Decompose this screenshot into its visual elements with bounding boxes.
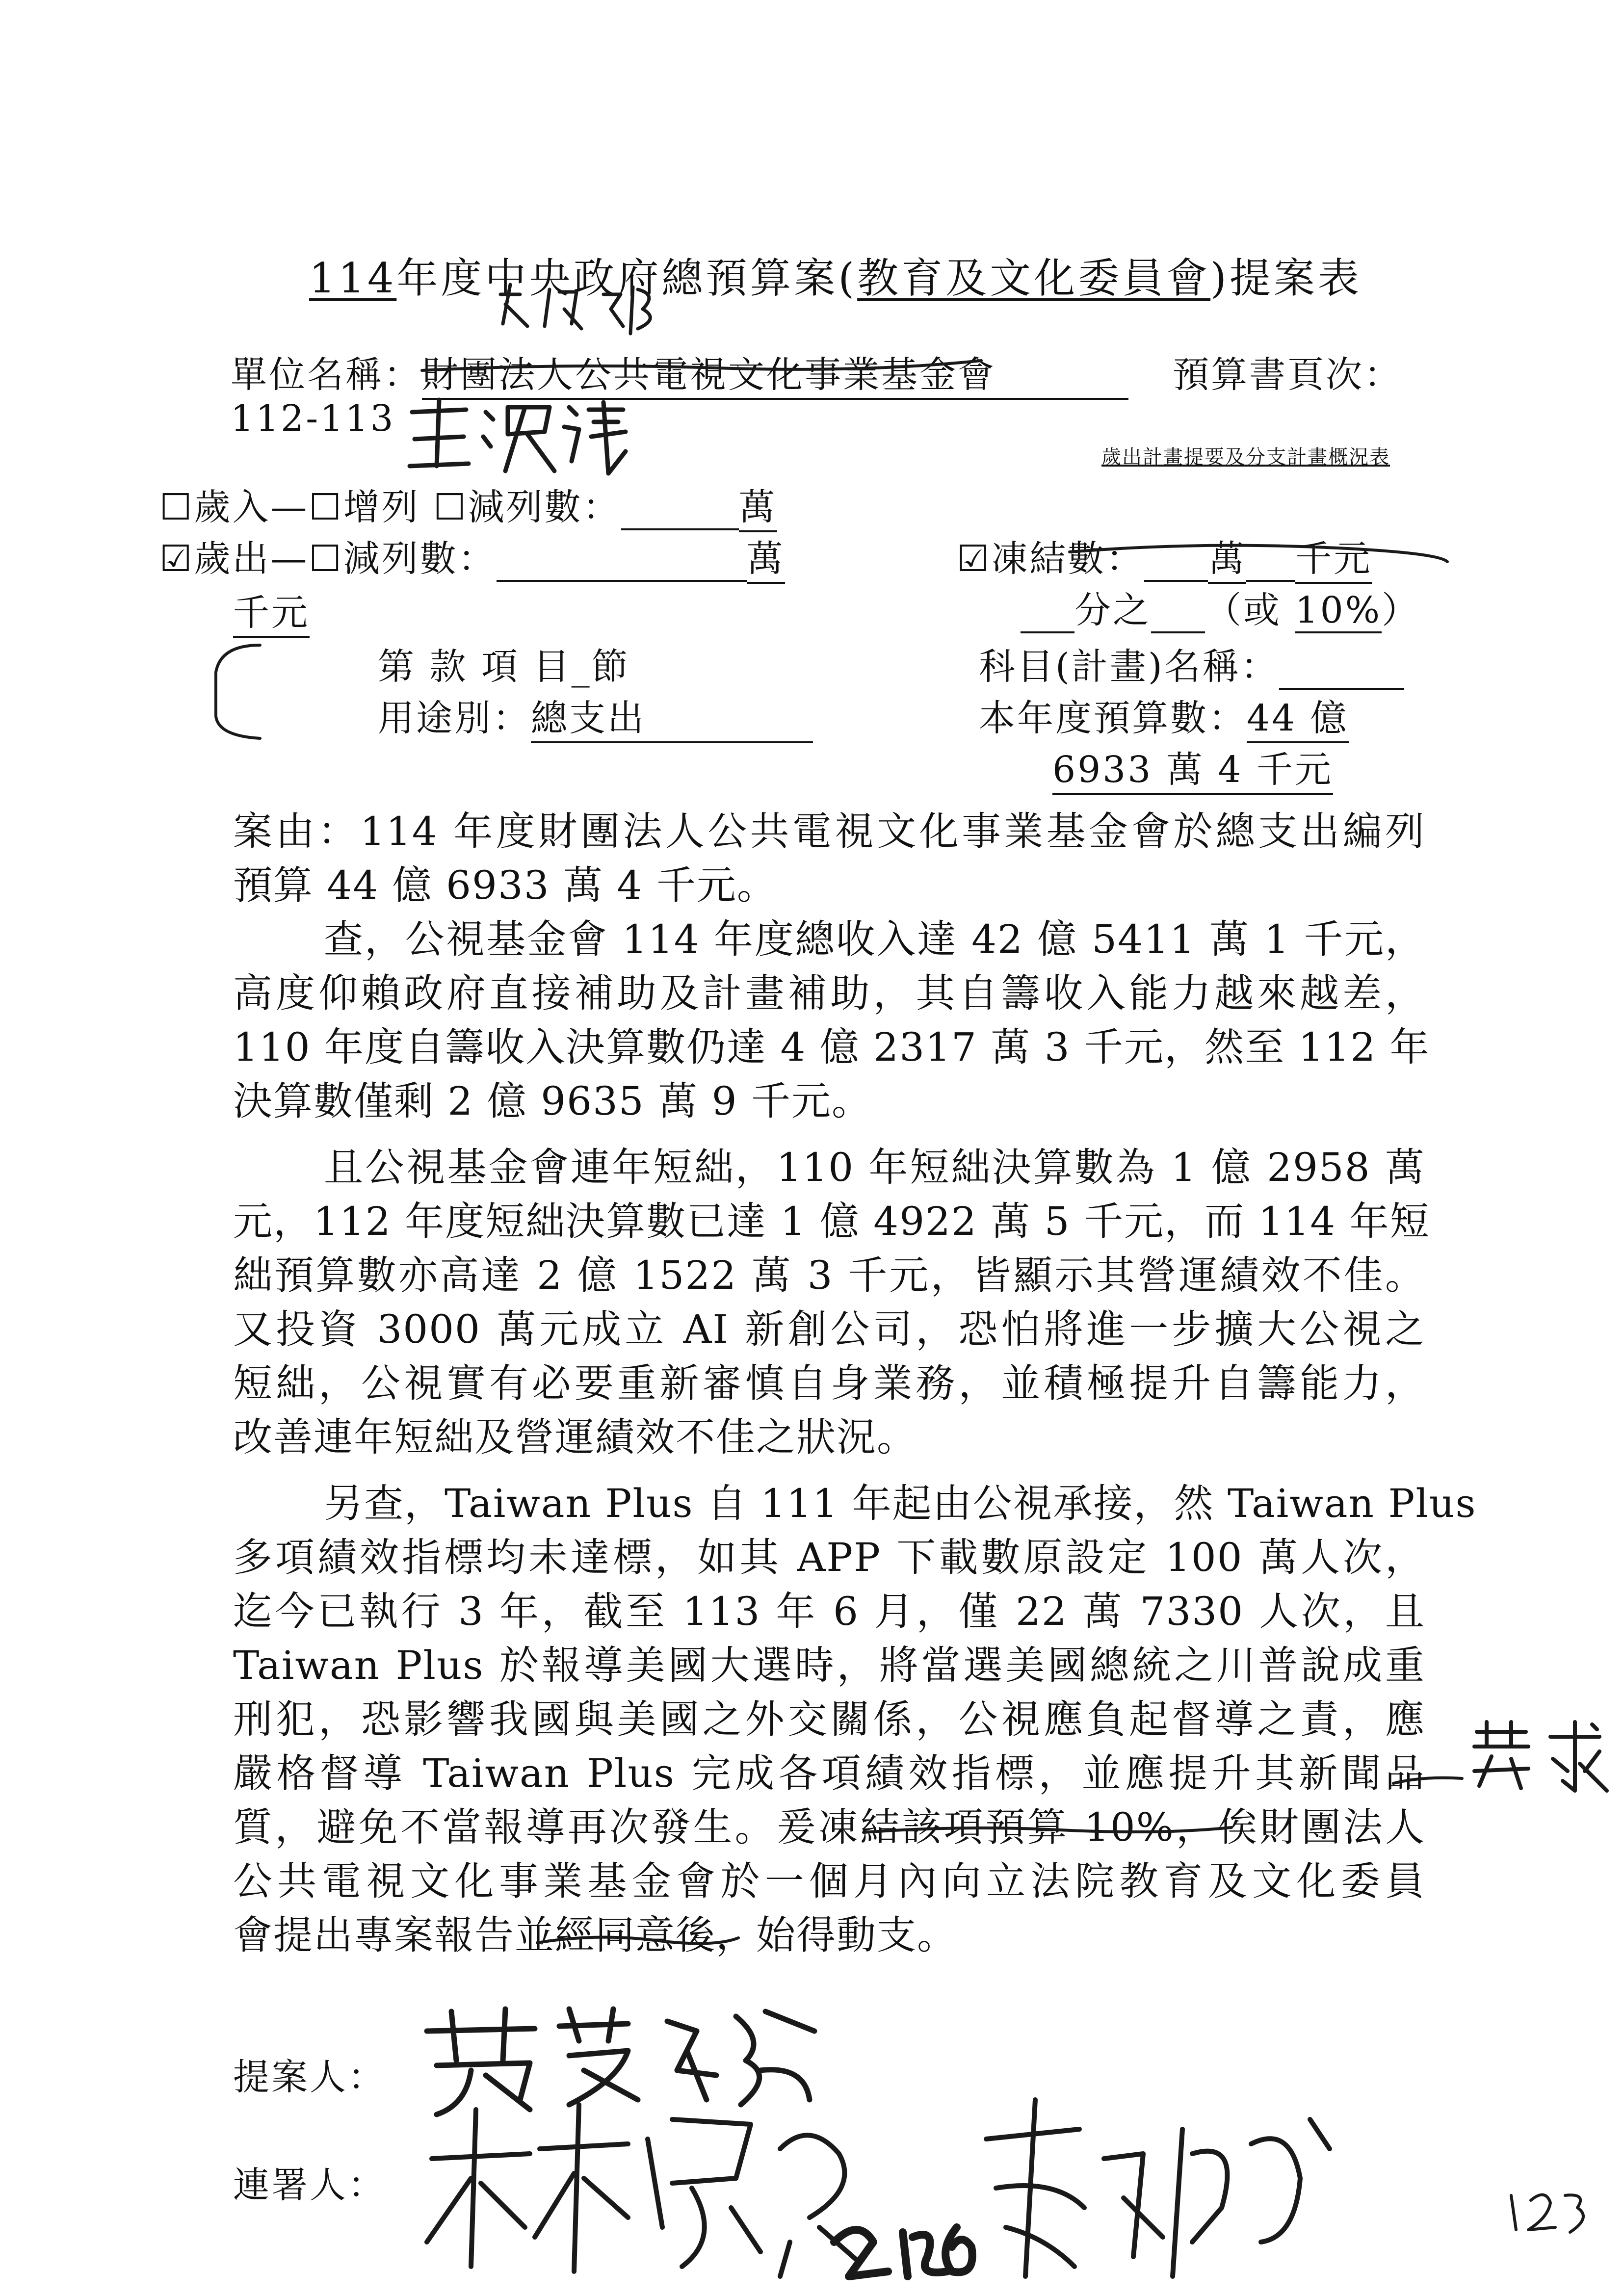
expense-row	[159, 530, 785, 584]
handwritten-insert	[1467, 1717, 1614, 1796]
fraction-numerator-field[interactable]	[1021, 589, 1074, 633]
freeze-unit2: 千元	[1295, 530, 1372, 584]
fraction-percent: 10%	[1295, 589, 1382, 633]
insertion-caret-mark	[1393, 1756, 1467, 1796]
body-line-7: 且公視基金會連年短絀，110 年短絀決算數為 1 億 2958 萬	[324, 1145, 1425, 1190]
expense-decrease-checkbox[interactable]: ☐	[309, 538, 343, 580]
expense-label: 歲出—	[194, 538, 309, 580]
subject-row	[979, 638, 1404, 690]
usage-field	[531, 689, 813, 743]
usage-value: 總支出	[531, 697, 646, 739]
page-title	[309, 245, 1362, 305]
unit-label: 單位名稱：	[231, 354, 422, 396]
fraction-row	[1021, 581, 1420, 633]
revenue-checkbox[interactable]: ☐	[159, 486, 194, 528]
title-mid: 年度中央政府總預算案(	[396, 254, 858, 302]
strikeout-consent-text	[537, 1926, 743, 1955]
body-line-6: 決算數僅剩 2 億 9635 萬 9 千元。	[233, 1078, 872, 1124]
fraction-open: （或	[1205, 589, 1295, 631]
fraction-close: ）	[1382, 589, 1420, 631]
handwritten-note-top	[491, 280, 667, 339]
freeze-strikeout	[1070, 532, 1452, 572]
annual-budget-row2	[1052, 741, 1333, 795]
subject-label: 科目(計畫)名稱：	[979, 646, 1279, 688]
expense-unit: 萬	[747, 530, 785, 584]
fraction-denominator-field[interactable]	[1151, 589, 1205, 633]
body-line-2: 預算 44 億 6933 萬 4 千元。	[233, 862, 777, 908]
budget-page-label: 預算書頁次：	[1173, 354, 1402, 396]
expense-decrease-label: 減列數：	[343, 538, 497, 580]
body-line-14: 多項績效指標均未達標，如其 APP 下載數原設定 100 萬人次，	[233, 1535, 1425, 1580]
fraction-mid: 分之	[1074, 589, 1151, 631]
left-bracket-mark	[206, 643, 265, 741]
body-line-19: 質，避免不當報導再次發生。爰凍結該項預算 10%，俟財團法人	[233, 1804, 1425, 1850]
revenue-label: 歲入—	[194, 486, 309, 528]
body-line-3: 查，公視基金會 114 年度總收入達 42 億 5411 萬 1 千元，	[324, 916, 1425, 962]
body-line-11: 短絀，公視實有必要重新審慎自身業務，並積極提升自籌能力，	[233, 1360, 1425, 1406]
body-line-18: 嚴格督導 Taiwan Plus 完成各項績效指標，並應提升其新聞品	[233, 1750, 1425, 1796]
freeze-checkbox[interactable]: ☑	[957, 538, 992, 580]
annual-budget-label: 本年度預算數：	[979, 697, 1247, 739]
section-label: 第 款 項 目_節	[378, 646, 630, 688]
body-line-16: Taiwan Plus 於報導美國大選時，將當選美國總統之川普說成重	[233, 1643, 1425, 1688]
body-line-10: 又投資 3000 萬元成立 AI 新創公司，恐怕將進一步擴大公視之	[233, 1306, 1425, 1352]
revenue-row	[159, 478, 777, 532]
body-line-8: 元，112 年度短絀決算數已達 1 億 4922 萬 5 千元，而 114 年短	[233, 1199, 1430, 1244]
expense-unit2: 千元	[233, 584, 310, 638]
increase-label: 增列	[343, 486, 420, 528]
increase-checkbox[interactable]: ☐	[309, 486, 343, 528]
title-year: 114	[309, 254, 397, 302]
cosigner-label: 連署人：	[233, 2164, 386, 2206]
body-line-17: 刑犯，恐影響我國與美國之外交關係，公視應負起督導之責，應	[233, 1696, 1425, 1742]
handwritten-resolution	[402, 392, 628, 481]
body-line-4: 高度仰賴政府直接補助及計畫補助，其自籌收入能力越來越差，	[233, 970, 1425, 1016]
expense-unit-thousand	[233, 584, 310, 638]
unit-name: 財團法人公共電視文化事業基金會	[422, 354, 996, 396]
decrease-label: 減列數：	[468, 486, 621, 528]
body-line-5: 110 年度自籌收入決算數仍達 4 億 2317 萬 3 千元，然至 112 年	[233, 1024, 1430, 1070]
body-line-12: 改善連年短絀及營運績效不佳之狀況。	[233, 1414, 917, 1460]
unit-name-strikeout	[422, 343, 986, 392]
body-line-9: 絀預算數亦高達 2 億 1522 萬 3 千元，皆顯示其營運績效不佳。	[233, 1252, 1425, 1298]
body-line-1: 案由：114 年度財團法人公共電視文化事業基金會於總支出編列	[233, 809, 1425, 854]
freeze-label: 凍結數：	[991, 538, 1145, 580]
title-end: )提案表	[1210, 254, 1362, 302]
freeze-unit1: 萬	[1208, 530, 1246, 584]
decrease-checkbox[interactable]: ☐	[433, 486, 468, 528]
expense-amount-field[interactable]	[497, 538, 747, 582]
page-number	[1501, 2183, 1595, 2237]
revenue-amount-field[interactable]	[621, 486, 739, 530]
small-reference: 歲出計畫提要及分支計畫概況表	[1101, 446, 1390, 469]
subject-field[interactable]	[1279, 646, 1404, 690]
body-line-15: 迄今已執行 3 年，截至 113 年 6 月，僅 22 萬 7330 人次，且	[233, 1589, 1425, 1634]
annual-budget-row	[979, 689, 1349, 743]
body-line-20: 公共電視文化事業基金會於一個月內向立法院教育及文化委員	[233, 1858, 1425, 1904]
cosigner-signatures	[417, 2080, 1339, 2286]
body-line-13: 另查，Taiwan Plus 自 111 年起由公視承接，然 Taiwan Plus	[324, 1481, 1477, 1526]
body-line-21: 會提出專案報告並經同意後，始得動支。	[233, 1912, 957, 1958]
title-committee: 教育及文化委員會	[857, 254, 1211, 302]
budget-page-value: 112-113	[231, 397, 395, 440]
proposer-label: 提案人：	[233, 2056, 386, 2098]
annual-budget-value2: 6933 萬 4 千元	[1052, 741, 1333, 795]
revenue-unit: 萬	[739, 478, 777, 532]
usage-row	[378, 689, 813, 743]
strikeout-freeze-text	[864, 1818, 1236, 1847]
annual-budget-value1: 44 億	[1247, 689, 1349, 743]
expense-checkbox[interactable]: ☑	[159, 538, 194, 580]
usage-label: 用途別：	[378, 697, 531, 739]
